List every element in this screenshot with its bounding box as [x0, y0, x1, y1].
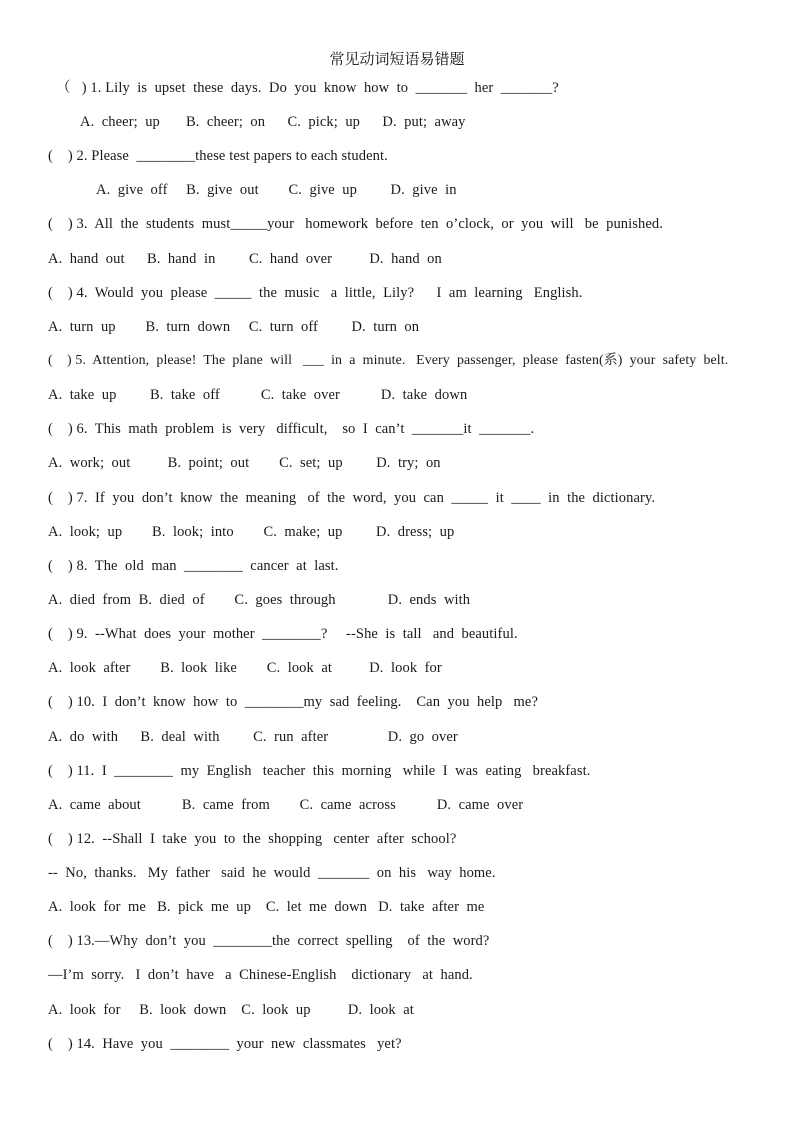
question-5-options: A. take up B. take off C. take over D. take down	[48, 387, 468, 403]
question-1: （ ) 1. Lily is upset these days. Do you know how to _______ her _______?	[56, 80, 559, 96]
question-12: ( ) 12. --Shall I take you to the shopping center after school?	[48, 831, 457, 847]
question-7: ( ) 7. If you don’t know the meaning of the word, you can _____ it ____ in the dictionary.	[48, 490, 656, 506]
question-6: ( ) 6. This math problem is very difficult, so I can’t _______it _______.	[48, 421, 535, 437]
question-10-options: A. do with B. deal with C. run after D. go over	[48, 729, 458, 745]
question-4-options: A. turn up B. turn down C. turn off D. turn on	[48, 319, 420, 335]
question-7-options: A. look; up B. look; into C. make; up D. dress; up	[48, 524, 455, 540]
question-6-options: A. work; out B. point; out C. set; up D. try; on	[48, 455, 441, 471]
question-13-options: A. look for B. look down C. look up D. look at	[48, 1002, 414, 1018]
question-5: ( ) 5. Attention, please! The plane will ___ in a minute. Every passenger, please fasten(系) your safety belt.	[48, 353, 729, 368]
question-4: ( ) 4. Would you please _____ the music a little, Lily? I am learning English.	[48, 285, 583, 301]
question-8-options: A. died from B. died of C. goes through D. ends with	[48, 592, 471, 608]
question-1-options: A. cheer; up B. cheer; on C. pick; up D. put; away	[80, 114, 466, 130]
question-12-options: A. look for me B. pick me up C. let me down D. take after me	[48, 899, 485, 915]
question-2-options: A. give off B. give out C. give up D. give in	[96, 182, 457, 198]
question-8: ( ) 8. The old man ________ cancer at last.	[48, 558, 339, 574]
page-title: 常见动词短语易错题	[329, 50, 465, 68]
question-9-options: A. look after B. look like C. look at D. look for	[48, 660, 442, 676]
question-3-options: A. hand out B. hand in C. hand over D. hand on	[48, 251, 442, 267]
question-13: ( ) 13.—Why don’t you ________the correct spelling of the word?	[48, 933, 490, 949]
question-11: ( ) 11. I ________ my English teacher this morning while I was eating breakfast.	[48, 763, 591, 779]
question-9: ( ) 9. --What does your mother ________? --She is tall and beautiful.	[48, 626, 518, 642]
question-13-reply: —I’m sorry. I don’t have a Chinese-English dictionary at hand.	[48, 967, 473, 983]
question-3: ( ) 3. All the students must_____your homework before ten o’clock, or you will be punished.	[48, 216, 663, 232]
question-12-reply: -- No, thanks. My father said he would _______ on his way home.	[48, 865, 496, 881]
question-2: ( ) 2. Please ________these test papers to each student.	[48, 148, 388, 164]
question-14: ( ) 14. Have you ________ your new classmates yet?	[48, 1036, 402, 1052]
question-11-options: A. came about B. came from C. came across D. came over	[48, 797, 524, 813]
question-10: ( ) 10. I don’t know how to ________my sad feeling. Can you help me?	[48, 694, 538, 710]
